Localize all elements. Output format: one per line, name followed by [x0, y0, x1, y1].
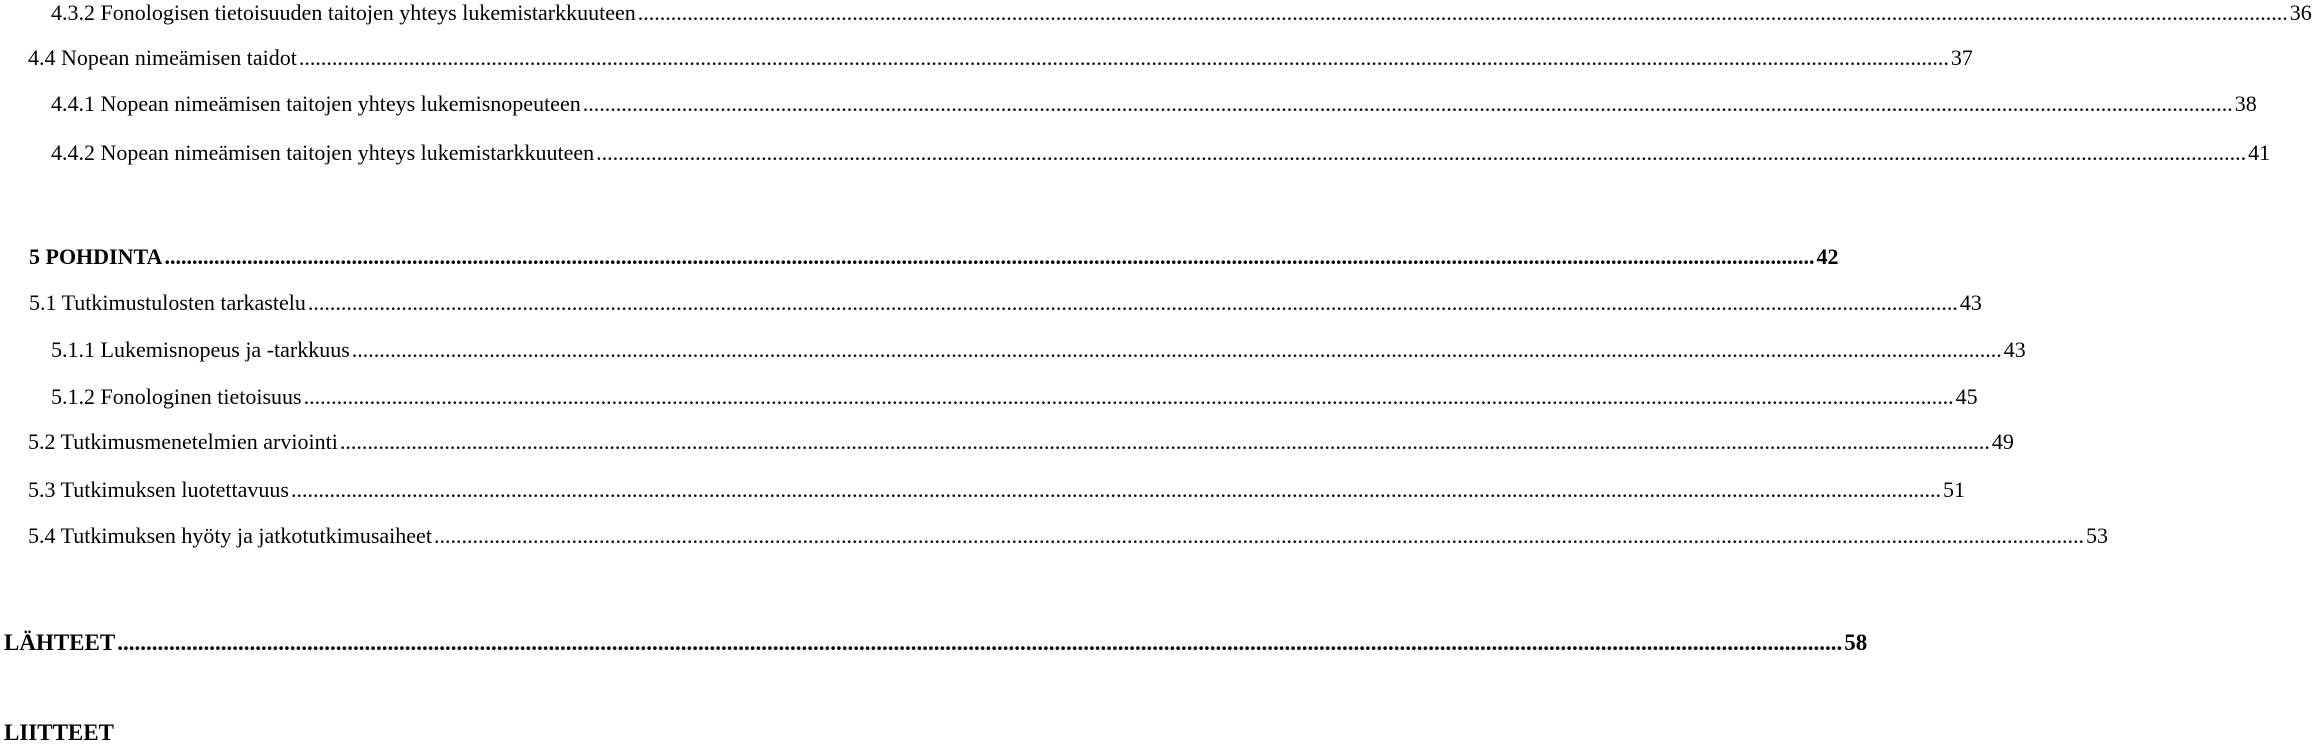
toc-entry-page: 53	[2085, 523, 2108, 548]
dot-leader: ............................................................................................................................................................................................................................................................................................................	[298, 45, 1949, 70]
toc-chapter-entry[interactable]	[4, 718, 954, 748]
dot-leader: ............................................................................................................................................................................................................................................................................................................	[117, 630, 1843, 655]
dot-leader: ............................................................................................................................................................................................................................................................................................................	[582, 91, 2233, 116]
toc-entry-page: 41	[2248, 140, 2271, 165]
toc-entry-page: 36	[2289, 0, 2312, 25]
toc-entry-title: 5.4 Tutkimuksen hyöty ja jatkotutkimusaiheet	[28, 523, 432, 548]
toc-entry-page: 38	[2234, 91, 2257, 116]
dot-leader: ............................................................................................................................................................................................................................................................................................................	[433, 523, 2084, 548]
toc-entry[interactable]	[51, 382, 1978, 412]
dot-leader: ............................................................................................................................................................................................................................................................................................................	[339, 429, 1990, 454]
toc-entry-title: 5.1.2 Fonologinen tietoisuus	[51, 384, 302, 409]
toc-entry-title: LIITTEET	[4, 720, 114, 745]
toc-entry-title: 5.2 Tutkimusmenetelmien arviointi	[28, 429, 338, 454]
dot-leader: ............................................................................................................................................................................................................................................................................................................	[637, 0, 2288, 25]
toc-entry-page: 37	[1950, 45, 1973, 70]
toc-entry-title: 4.4 Nopean nimeämisen taidot	[28, 45, 297, 70]
dot-leader: ............................................................................................................................................................................................................................................................................................................	[596, 140, 2247, 165]
toc-entry-title: 5.1.1 Lukemisnopeus ja -tarkkuus	[51, 337, 350, 362]
dot-leader: ............................................................................................................................................................................................................................................................................................................	[303, 384, 1954, 409]
dot-leader: ............................................................................................................................................................................................................................................................................................................	[290, 477, 1941, 502]
toc-entry[interactable]	[28, 43, 1973, 73]
toc-entry[interactable]	[28, 427, 2014, 457]
toc-entry-title: 5.3 Tutkimuksen luotettavuus	[28, 477, 289, 502]
toc-chapter-entry[interactable]	[4, 628, 1868, 658]
toc-entry[interactable]	[28, 475, 1965, 505]
dot-leader: ............................................................................................................................................................................................................................................................................................................	[164, 244, 1815, 269]
toc-entry-title: 4.3.2 Fonologisen tietoisuuden taitojen yhteys lukemistarkkuuteen	[51, 0, 636, 25]
toc-entry-page: 51	[1942, 477, 1965, 502]
toc-entry[interactable]	[28, 521, 2108, 551]
toc-entry[interactable]	[29, 288, 1982, 318]
dot-leader: ............................................................................................................................................................................................................................................................................................................	[307, 290, 1958, 315]
toc-entry-title: 4.4.1 Nopean nimeämisen taitojen yhteys lukemisnopeuteen	[51, 91, 581, 116]
toc-entry-page: 49	[1991, 429, 2014, 454]
toc-entry-title: 4.4.2 Nopean nimeämisen taitojen yhteys lukemistarkkuuteen	[51, 140, 595, 165]
toc-entry[interactable]	[51, 138, 2271, 168]
toc-entry-page: 43	[1959, 290, 1982, 315]
toc-entry[interactable]	[51, 0, 2312, 28]
toc-entry-title: LÄHTEET	[4, 630, 116, 655]
toc-entry[interactable]	[51, 335, 2026, 365]
dot-leader: ............................................................................................................................................................................................................................................................................................................	[351, 337, 2002, 362]
toc-entry[interactable]	[51, 89, 2257, 119]
toc-entry-page: 42	[1816, 244, 1839, 269]
toc-entry-title: 5 POHDINTA	[29, 244, 163, 269]
toc-entry-page: 43	[2003, 337, 2026, 362]
toc-entry-page: 45	[1955, 384, 1978, 409]
toc-chapter-entry[interactable]	[29, 242, 1839, 272]
toc-entry-title: 5.1 Tutkimustulosten tarkastelu	[29, 290, 306, 315]
toc-entry-page: 58	[1844, 630, 1868, 655]
